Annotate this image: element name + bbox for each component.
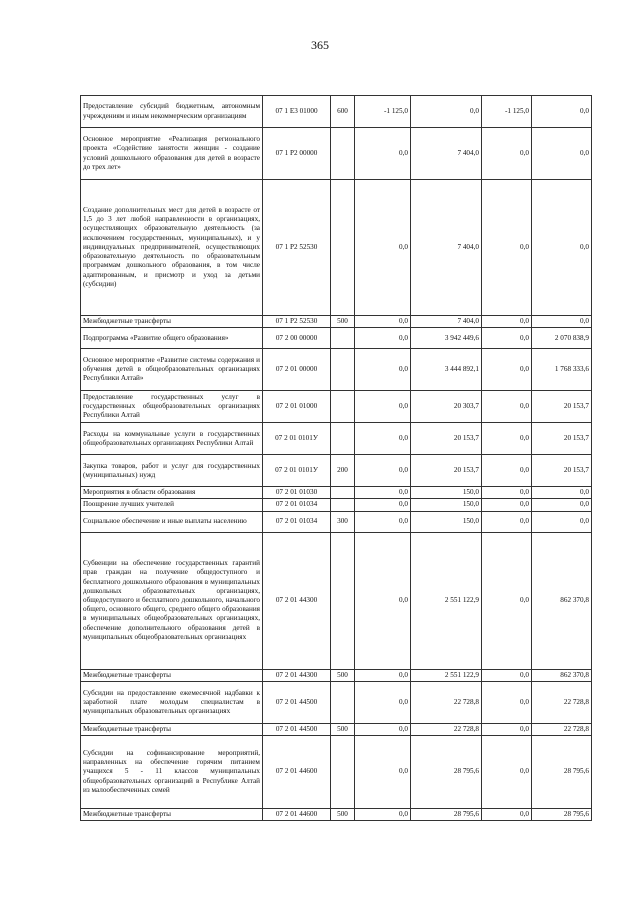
expense-type-cell: 500 <box>331 316 355 328</box>
budget-code-cell: 07 2 01 44600 <box>263 809 331 821</box>
amount-cell: 28 795,6 <box>532 809 592 821</box>
amount-cell: 0,0 <box>532 316 592 328</box>
amount-cell: -1 125,0 <box>355 96 411 128</box>
expense-type-cell <box>331 391 355 423</box>
amount-cell: 0,0 <box>355 723 411 735</box>
row-name-cell: Межбюджетные трансферты <box>81 316 263 328</box>
amount-cell: 22 728,8 <box>411 681 482 723</box>
amount-cell: 22 728,8 <box>532 723 592 735</box>
amount-cell: 0,0 <box>482 316 532 328</box>
amount-cell: 28 795,6 <box>411 809 482 821</box>
budget-code-cell: 07 2 01 01030 <box>263 487 331 499</box>
amount-cell: 0,0 <box>532 180 592 316</box>
amount-cell: 0,0 <box>355 180 411 316</box>
expense-type-cell: 500 <box>331 723 355 735</box>
amount-cell: 20 153,7 <box>532 423 592 455</box>
amount-cell: 0,0 <box>482 681 532 723</box>
amount-cell: 0,0 <box>482 809 532 821</box>
amount-cell: 862 370,8 <box>532 669 592 681</box>
table-row <box>81 487 592 499</box>
table-row <box>81 681 592 723</box>
table-row <box>81 532 592 669</box>
row-name-cell: Расходы на коммунальные услуги в государственных общеобразовательных организациях Республики Алтай <box>81 423 263 455</box>
budget-code-cell: 07 2 00 00000 <box>263 328 331 349</box>
row-name-cell: Субсидии на софинансирование мероприятий, направленных на обеспечение горячим питанием учащихся 5 - 11 классов муниципальных общеобразовательных организаций в Республике Алтай из малообеспеченных семей <box>81 736 263 809</box>
table-row <box>81 328 592 349</box>
table-row <box>81 180 592 316</box>
row-name-cell: Закупка товаров, работ и услуг для государственных (муниципальных) нужд <box>81 455 263 487</box>
amount-cell: 7 404,0 <box>411 180 482 316</box>
expense-type-cell <box>331 349 355 391</box>
expense-type-cell <box>331 328 355 349</box>
budget-code-cell: 07 2 01 44500 <box>263 723 331 735</box>
amount-cell: 0,0 <box>482 180 532 316</box>
amount-cell: 2 551 122,9 <box>411 669 482 681</box>
budget-code-cell: 07 1 E3 01000 <box>263 96 331 128</box>
amount-cell: 2 070 838,9 <box>532 328 592 349</box>
table-row <box>81 511 592 532</box>
row-name-cell: Субвенции на обеспечение государственных гарантий прав граждан на получение общедоступного и бесплатного дошкольного образования в муниципальных дошкольных образовательных организациях, общедоступного и бесплатного дошкольного, начального общего, основного общего, среднего общего образования в муниципальных общеобразовательных организациях, обеспечение дополнительного образования детей в муниципальных общеобразовательных организациях <box>81 532 263 669</box>
amount-cell: 0,0 <box>482 328 532 349</box>
amount-cell: 0,0 <box>411 96 482 128</box>
row-name-cell: Основное мероприятие «Реализация регионального проекта «Содействие занятости женщин - создание условий дошкольного образования для детей в возрасте до трех лет» <box>81 128 263 180</box>
row-name-cell: Мероприятия в области образования <box>81 487 263 499</box>
amount-cell: 0,0 <box>355 809 411 821</box>
amount-cell: 150,0 <box>411 487 482 499</box>
amount-cell: 3 942 449,6 <box>411 328 482 349</box>
amount-cell: 28 795,6 <box>532 736 592 809</box>
amount-cell: 20 153,7 <box>411 423 482 455</box>
row-name-cell: Предоставление государственных услуг в государственных общеобразовательных организациях Республики Алтай <box>81 391 263 423</box>
amount-cell: 0,0 <box>482 349 532 391</box>
row-name-cell: Субсидии на предоставление ежемесячной надбавки к заработной плате молодым специалистам в муниципальных образовательных организациях <box>81 681 263 723</box>
amount-cell: 0,0 <box>355 681 411 723</box>
table-row <box>81 423 592 455</box>
amount-cell: 0,0 <box>355 487 411 499</box>
table-row <box>81 349 592 391</box>
amount-cell: 0,0 <box>532 128 592 180</box>
amount-cell: 0,0 <box>482 128 532 180</box>
amount-cell: 0,0 <box>482 511 532 532</box>
expense-type-cell: 300 <box>331 511 355 532</box>
amount-cell: 0,0 <box>532 499 592 511</box>
budget-table <box>80 95 592 821</box>
expense-type-cell <box>331 128 355 180</box>
amount-cell: 1 768 333,6 <box>532 349 592 391</box>
amount-cell: 0,0 <box>532 487 592 499</box>
amount-cell: 0,0 <box>355 499 411 511</box>
table-row <box>81 669 592 681</box>
amount-cell: 7 404,0 <box>411 316 482 328</box>
table-row <box>81 316 592 328</box>
amount-cell: 150,0 <box>411 499 482 511</box>
budget-code-cell: 07 2 01 01034 <box>263 499 331 511</box>
amount-cell: 0,0 <box>482 499 532 511</box>
budget-code-cell: 07 1 P2 52530 <box>263 316 331 328</box>
page-number: 365 <box>311 38 329 52</box>
amount-cell: 0,0 <box>355 511 411 532</box>
amount-cell: 0,0 <box>355 349 411 391</box>
budget-code-cell: 07 1 P2 52530 <box>263 180 331 316</box>
amount-cell: 20 153,7 <box>411 455 482 487</box>
expense-type-cell: 600 <box>331 96 355 128</box>
expense-type-cell <box>331 180 355 316</box>
expense-type-cell <box>331 681 355 723</box>
amount-cell: 28 795,6 <box>411 736 482 809</box>
amount-cell: 0,0 <box>482 487 532 499</box>
row-name-cell: Поощрение лучших учителей <box>81 499 263 511</box>
amount-cell: 0,0 <box>532 96 592 128</box>
amount-cell: 0,0 <box>355 736 411 809</box>
amount-cell: 20 153,7 <box>532 391 592 423</box>
row-name-cell: Межбюджетные трансферты <box>81 723 263 735</box>
amount-cell: 20 153,7 <box>532 455 592 487</box>
table-row <box>81 128 592 180</box>
budget-code-cell: 07 2 01 44600 <box>263 736 331 809</box>
amount-cell: 22 728,8 <box>411 723 482 735</box>
budget-code-cell: 07 2 01 44500 <box>263 681 331 723</box>
expense-type-cell: 500 <box>331 669 355 681</box>
amount-cell: 0,0 <box>532 511 592 532</box>
budget-code-cell: 07 2 01 00000 <box>263 349 331 391</box>
row-name-cell: Межбюджетные трансферты <box>81 809 263 821</box>
amount-cell: 0,0 <box>482 532 532 669</box>
amount-cell: 0,0 <box>355 455 411 487</box>
amount-cell: 0,0 <box>482 736 532 809</box>
row-name-cell: Межбюджетные трансферты <box>81 669 263 681</box>
amount-cell: 0,0 <box>355 669 411 681</box>
budget-code-cell: 07 2 01 0101У <box>263 455 331 487</box>
expense-type-cell <box>331 532 355 669</box>
row-name-cell: Подпрограмма «Развитие общего образования» <box>81 328 263 349</box>
table-row <box>81 96 592 128</box>
amount-cell: 2 551 122,9 <box>411 532 482 669</box>
table-row <box>81 809 592 821</box>
amount-cell: 20 303,7 <box>411 391 482 423</box>
amount-cell: 150,0 <box>411 511 482 532</box>
amount-cell: 7 404,0 <box>411 128 482 180</box>
amount-cell: 3 444 892,1 <box>411 349 482 391</box>
expense-type-cell: 200 <box>331 455 355 487</box>
table-row <box>81 736 592 809</box>
amount-cell: 0,0 <box>355 532 411 669</box>
expense-type-cell <box>331 423 355 455</box>
amount-cell: 0,0 <box>355 423 411 455</box>
amount-cell: 0,0 <box>355 128 411 180</box>
expense-type-cell <box>331 736 355 809</box>
amount-cell: 0,0 <box>482 391 532 423</box>
row-name-cell: Создание дополнительных мест для детей в возрасте от 1,5 до 3 лет любой направленности в организациях, осуществляющих образовательную деятельность (за исключением государственных, муниципальных), и у индивидуальных предпринимателей, осуществляющих образовательную деятельность по образовательным программам дошкольного образования, в том числе адаптированным, и присмотр и уход за детьми (субсидии) <box>81 180 263 316</box>
amount-cell: 22 728,8 <box>532 681 592 723</box>
row-name-cell: Предоставление субсидий бюджетным, автономным учреждениям и иным некоммерческим организациям <box>81 96 263 128</box>
budget-code-cell: 07 2 01 44300 <box>263 532 331 669</box>
expense-type-cell <box>331 499 355 511</box>
row-name-cell: Социальное обеспечение и иные выплаты населению <box>81 511 263 532</box>
budget-code-cell: 07 2 01 01034 <box>263 511 331 532</box>
budget-code-cell: 07 2 01 01000 <box>263 391 331 423</box>
amount-cell: 0,0 <box>355 391 411 423</box>
budget-code-cell: 07 2 01 44300 <box>263 669 331 681</box>
table-row <box>81 455 592 487</box>
table-row <box>81 499 592 511</box>
expense-type-cell <box>331 487 355 499</box>
budget-code-cell: 07 2 01 0101У <box>263 423 331 455</box>
amount-cell: 0,0 <box>482 423 532 455</box>
table-row <box>81 723 592 735</box>
table-row <box>81 391 592 423</box>
expense-type-cell: 500 <box>331 809 355 821</box>
amount-cell: 0,0 <box>355 316 411 328</box>
row-name-cell: Основное мероприятие «Развитие системы содержания и обучения детей в общеобразовательных организациях Республики Алтай» <box>81 349 263 391</box>
amount-cell: 0,0 <box>355 328 411 349</box>
amount-cell: 0,0 <box>482 455 532 487</box>
amount-cell: 0,0 <box>482 723 532 735</box>
amount-cell: 862 370,8 <box>532 532 592 669</box>
amount-cell: 0,0 <box>482 669 532 681</box>
amount-cell: -1 125,0 <box>482 96 532 128</box>
budget-code-cell: 07 1 P2 00000 <box>263 128 331 180</box>
